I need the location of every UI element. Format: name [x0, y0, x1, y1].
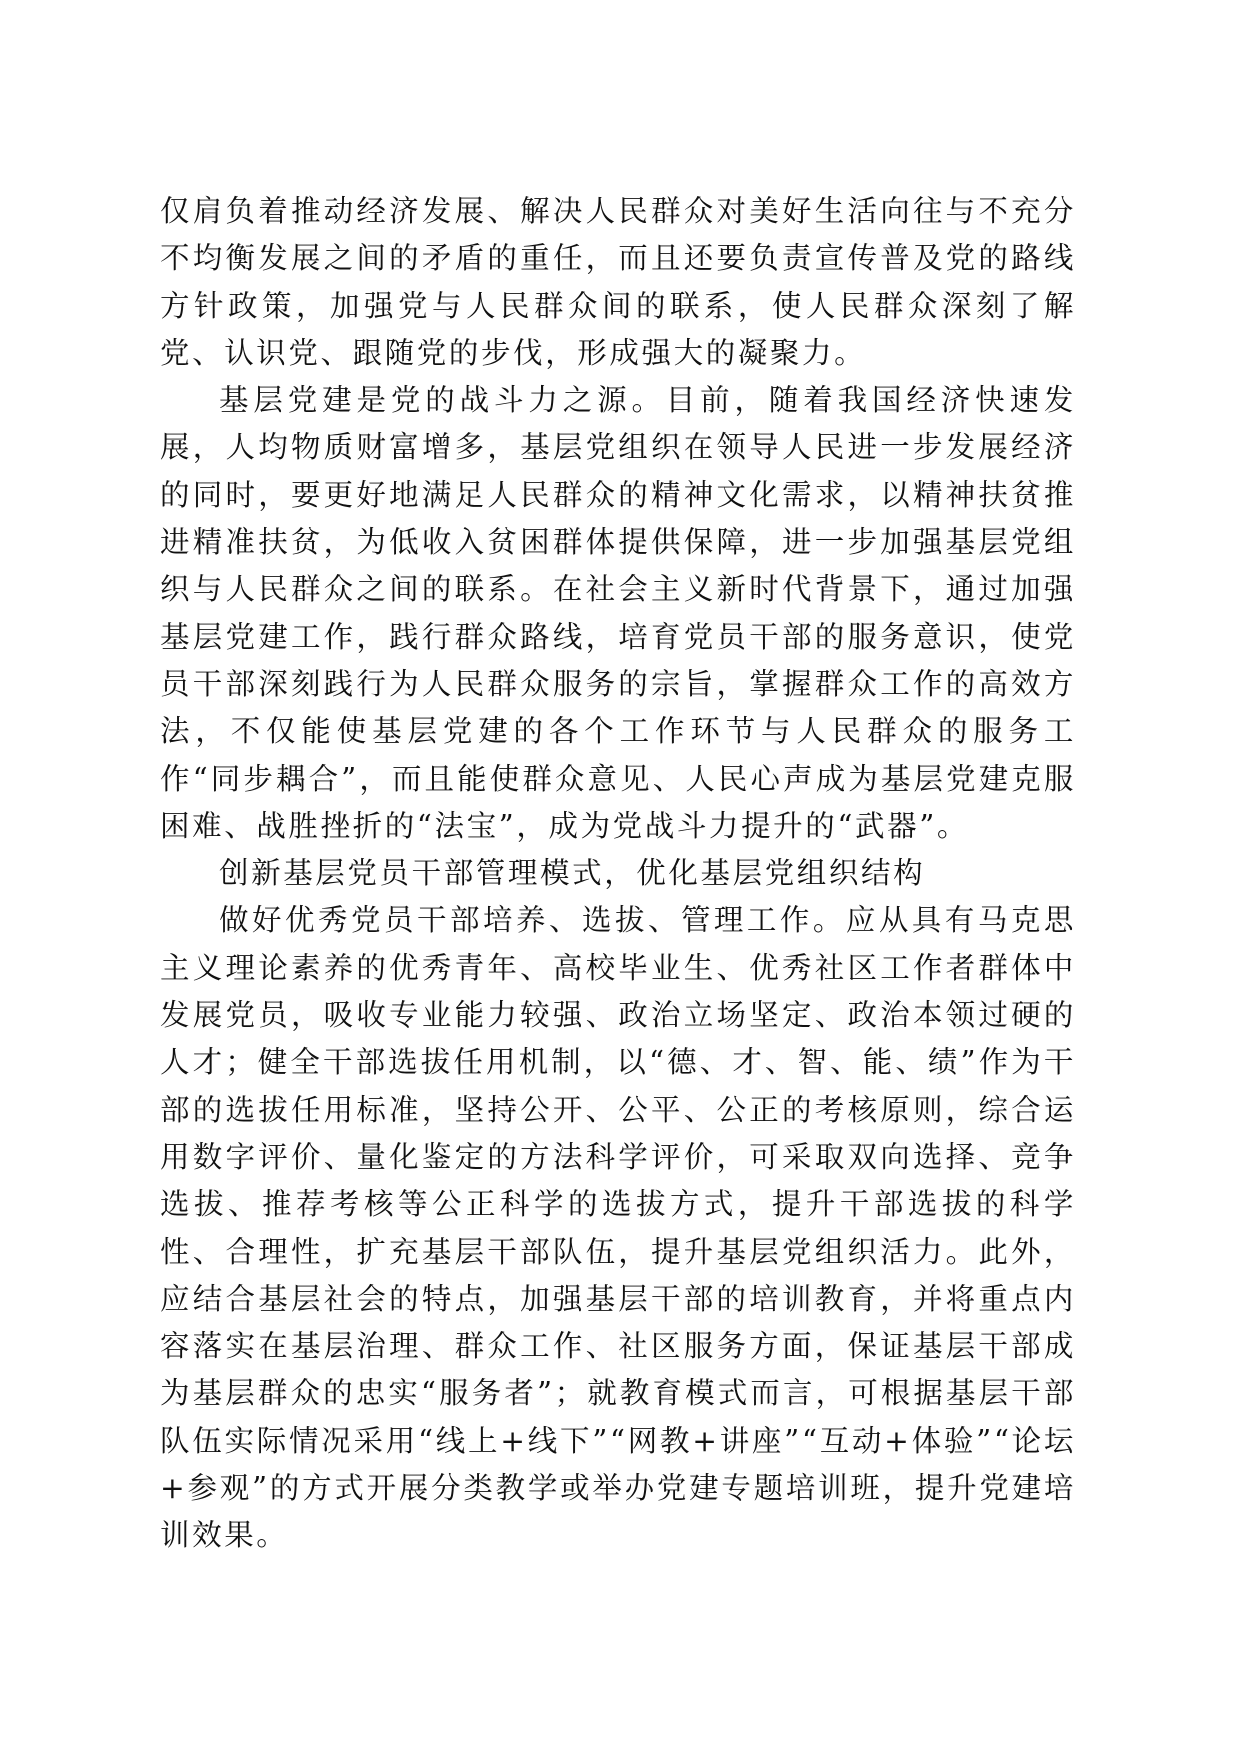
paragraph-continuation: 仅肩负着推动经济发展、解决人民群众对美好生活向往与不充分不均衡发展之间的矛盾的重任，而且还要负责宣传普及党的路线方针政策，加强党与人民群众间的联系，使人民群众深刻了解党、认识党、跟随党的步伐，形成强大的凝聚力。	[160, 194, 1076, 370]
section-heading: 创新基层党员干部管理模式，优化基层党组织结构	[219, 856, 926, 891]
document-body	[160, 188, 1076, 1560]
paragraph-grassroots-party-building: 基层党建是党的战斗力之源。目前，随着我国经济快速发展，人均物质财富增多，基层党组织在领导人民进一步发展经济的同时，要更好地满足人民群众的精神文化需求，以精神扶贫推进精准扶贫，为低收入贫困群体提供保障，进一步加强基层党组织与人民群众之间的联系。在社会主义新时代背景下，通过加强基层党建工作，践行群众路线，培育党员干部的服务意识，使党员干部深刻践行为人民群众服务的宗旨，掌握群众工作的高效方法，不仅能使基层党建的各个工作环节与人民群众的服务工作“同步耦合”，而且能使群众意见、人民心声成为基层党建克服困难、战胜挫折的“法宝”，成为党战斗力提升的“武器”。	[160, 383, 1076, 843]
paragraph-cadre-selection: 做好优秀党员干部培养、选拔、管理工作。应从具有马克思主义理论素养的优秀青年、高校毕业生、优秀社区工作者群体中发展党员，吸收专业能力较强、政治立场坚定、政治本领过硬的人才；健全干部选拔任用机制，以“德、才、智、能、绩”作为干部的选拔任用标准，坚持公开、公平、公正的考核原则，综合运用数字评价、量化鉴定的方法科学评价，可采取双向选择、竞争选拔、推荐考核等公正科学的选拔方式，提升干部选拔的科学性、合理性，扩充基层干部队伍，提升基层党组织活力。此外，应结合基层社会的特点，加强基层干部的培训教育，并将重点内容落实在基层治理、群众工作、社区服务方面，保证基层干部成为基层群众的忠实“服务者”；就教育模式而言，可根据基层干部队伍实际情况采用“线上+线下”“网教+讲座”“互动+体验”“论坛+参观”的方式开展分类教学或举办党建专题培训班，提升党建培训效果。	[160, 903, 1076, 1553]
